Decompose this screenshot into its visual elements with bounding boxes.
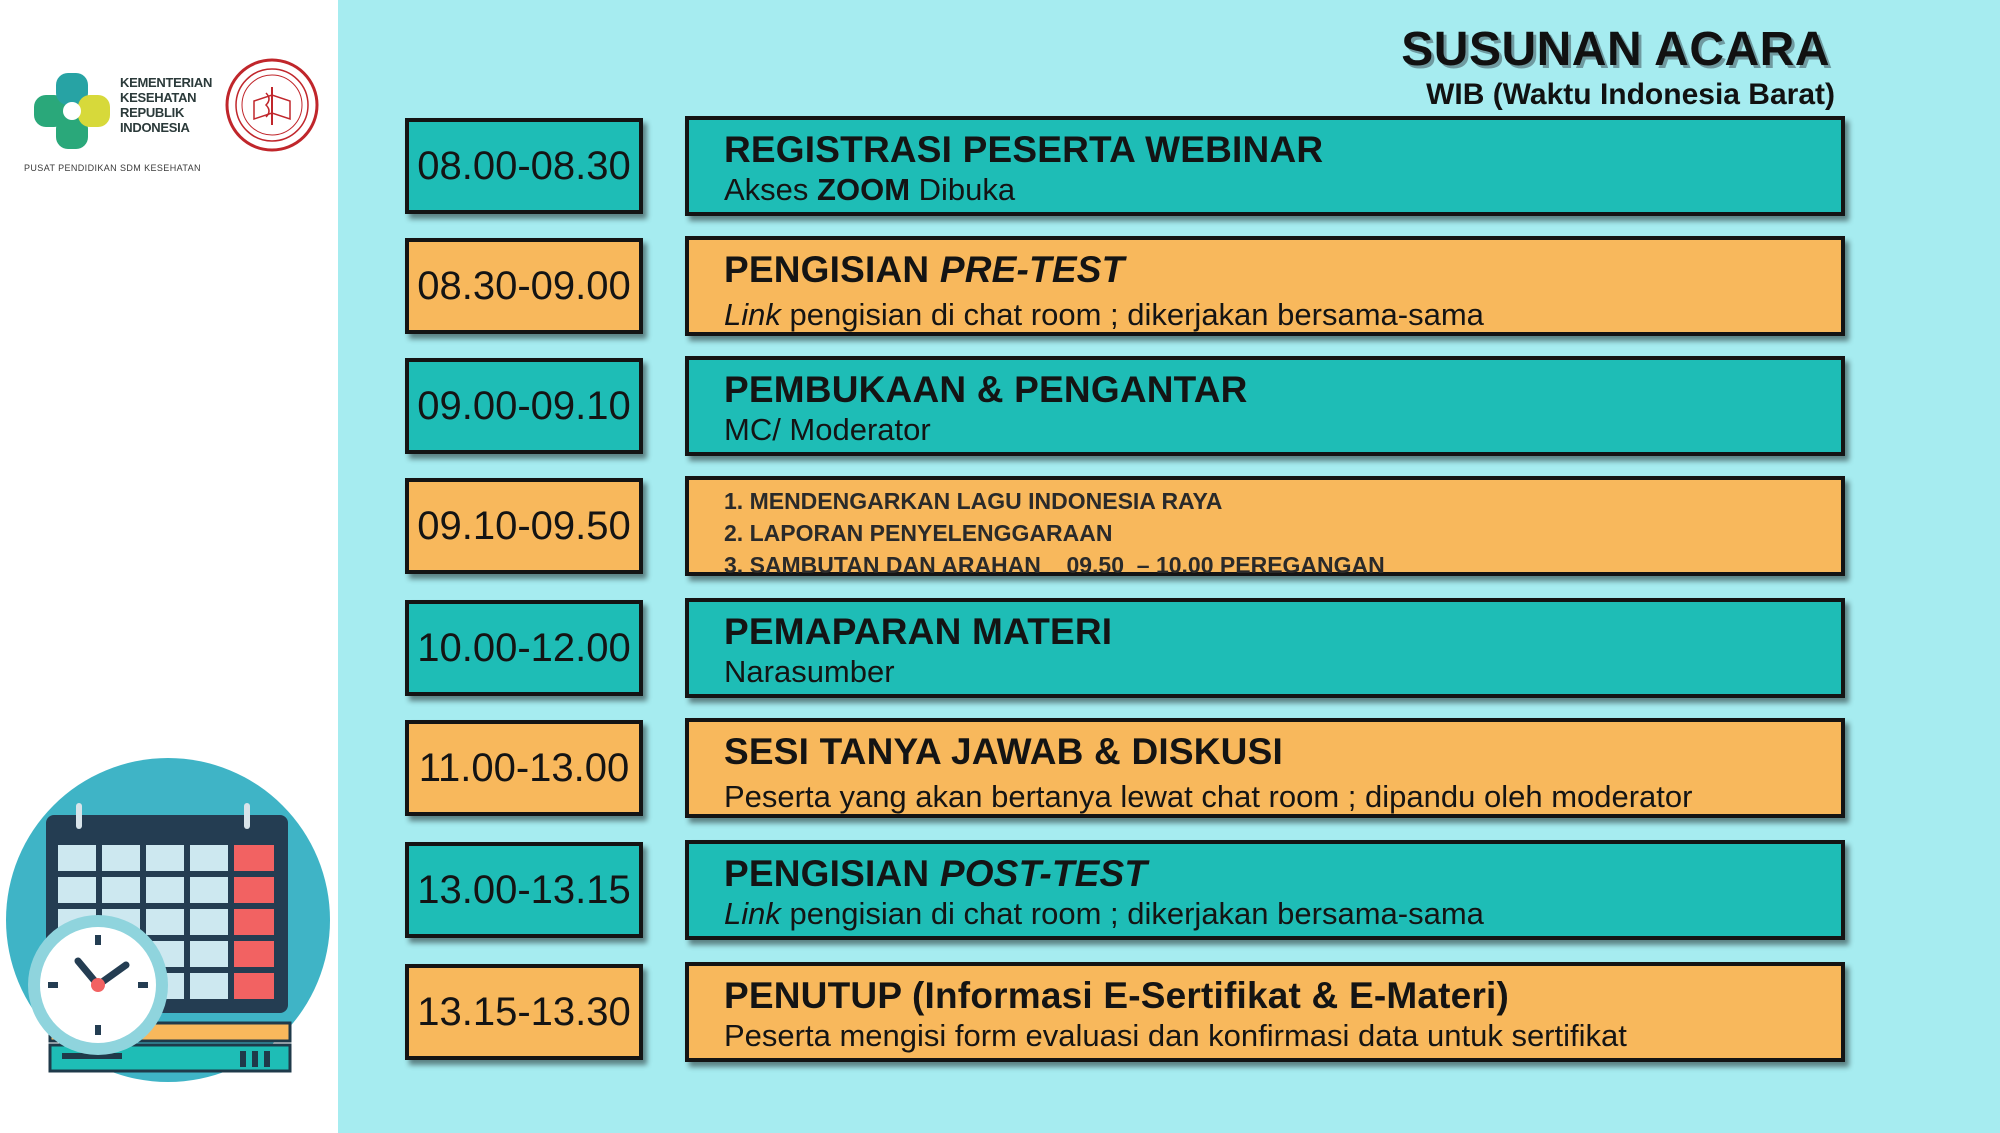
activity-box [685,476,1845,576]
activity-subtitle [724,896,1841,932]
subtitle-text: Dibuka [910,172,1016,207]
institution-seal-icon [224,57,320,153]
activity-title [724,852,1841,896]
title-italic-text: PRE-TEST [939,249,1125,290]
activity-box [685,356,1845,456]
activity-subtitle: MC/ Moderator [724,412,931,447]
time-slot: 11.00-13.00 [405,720,643,816]
kemenkes-line: INDONESIA [120,120,190,135]
schedule-row [405,598,1845,698]
activity-title: REGISTRASI PESERTA WEBINAR [724,129,1324,170]
activity-box [685,840,1845,940]
kemenkes-line: REPUBLIK [120,105,185,120]
kemenkes-line: KESEHATAN [120,90,197,105]
activity-subtitle [724,172,1841,208]
time-slot: 13.15-13.30 [405,964,643,1060]
title-italic-text: POST-TEST [939,853,1148,894]
subtitle-text: Akses [724,172,818,207]
time-slot: 09.00-09.10 [405,358,643,454]
activity-title: PENUTUP (Informasi E-Sertifikat & E-Materi) [724,975,1510,1016]
page-title: SUSUNAN ACARA [1401,23,1830,76]
activity-subtitle: Narasumber [724,654,895,689]
schedule-row [405,236,1845,336]
time-slot: 08.30-09.00 [405,238,643,334]
kemenkes-logo-icon [26,65,118,157]
activity-subtitle [724,297,1841,333]
page-subtitle: WIB (Waktu Indonesia Barat) [1426,78,1835,111]
activity-subtitle: Peserta yang akan bertanya lewat chat room ; dipandu oleh moderator [724,779,1693,814]
subtitle-italic-text: Link [724,297,781,332]
schedule-row [405,356,1845,456]
title-text: PENGISIAN [724,249,940,290]
unit-name: PUSAT PENDIDIKAN SDM KESEHATAN [24,163,201,173]
subtitle-italic-text: Link [724,896,781,931]
agenda-item: 3. SAMBUTAN DAN ARAHAN 09.50 – 10.00 PEREGANGAN [724,552,1385,578]
kemenkes-wordmark [120,75,240,135]
agenda-item: 2. LAPORAN PENYELENGGARAAN [724,520,1113,546]
activity-title: PEMAPARAN MATERI [724,611,1113,652]
calendar-clock-icon [0,755,338,1105]
subtitle-text: pengisian di chat room ; dikerjakan bersama-sama [780,297,1484,332]
subtitle-bold-text: ZOOM [817,172,911,207]
schedule-row [405,476,1845,576]
title-text: PENGISIAN [724,853,940,894]
time-slot: 09.10-09.50 [405,478,643,574]
schedule-row [405,116,1845,216]
activity-title: PEMBUKAAN & PENGANTAR [724,369,1248,410]
schedule-row [405,718,1845,818]
activity-box [685,598,1845,698]
schedule-row [405,840,1845,940]
left-panel [0,0,338,1133]
activity-box [685,116,1845,216]
activity-box [685,718,1845,818]
activity-box [685,236,1845,336]
activity-title: SESI TANYA JAWAB & DISKUSI [724,731,1283,772]
time-slot: 13.00-13.15 [405,842,643,938]
activity-box [685,962,1845,1062]
agenda-item: 1. MENDENGARKAN LAGU INDONESIA RAYA [724,488,1223,514]
time-slot: 10.00-12.00 [405,600,643,696]
activity-title [724,248,1841,292]
activity-subtitle: Peserta mengisi form evaluasi dan konfirmasi data untuk sertifikat [724,1018,1627,1053]
kemenkes-line: KEMENTERIAN [120,75,213,90]
subtitle-text: pengisian di chat room ; dikerjakan bersama-sama [780,896,1484,931]
schedule-row [405,962,1845,1062]
time-slot: 08.00-08.30 [405,118,643,214]
